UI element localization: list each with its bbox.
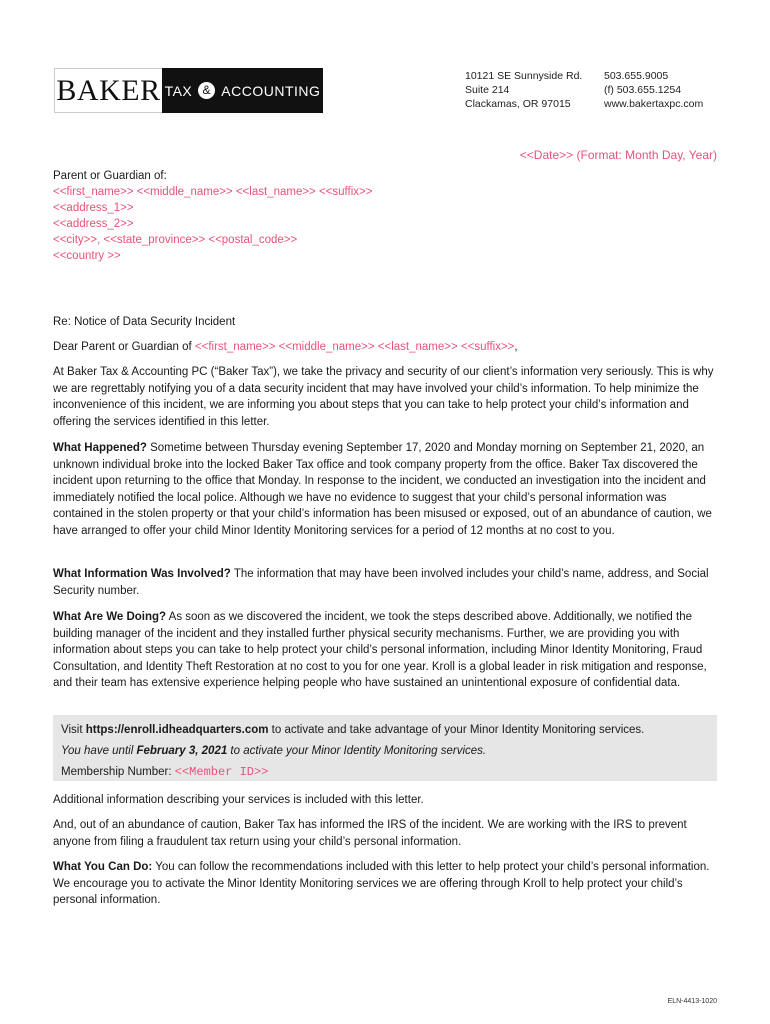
subject-text: Re: Notice of Data Security Incident (53, 316, 236, 328)
what-doing-heading: What Are We Doing? (53, 611, 167, 623)
logo-ampersand: & (198, 82, 215, 99)
what-doing-text: As soon as we discovered the incident, we took the steps described above. Additionally, we notified the building manager of the incident and they installed further physical security mechanisms. Further, we are providing you with information about steps you can take to help protect your child’s personal information, including Minor Identity Monitoring, Fraud Consultation, and Identity Theft Restoration at no cost to you for one year. Kroll is a global leader in risk mitigation and response, and their team has extensive experience helping people who have sustained an unintentional exposure of confidential data. (53, 611, 707, 689)
recipient-address-2: <<address_2>> (53, 218, 134, 230)
salutation-suffix: , (514, 341, 518, 353)
what-doing-paragraph (53, 609, 717, 692)
address-line-3: Clackamas, OR 97015 (465, 98, 571, 110)
enroll-deadline-line (61, 741, 709, 762)
membership-id: <<Member ID>> (174, 765, 269, 779)
what-involved-heading: What Information Was Involved? (53, 568, 231, 580)
address-line-2: Suite 214 (465, 84, 510, 96)
additional-info-text: Additional information describing your services is included with this letter. (53, 794, 424, 806)
recipient-name: <<first_name>> <<middle_name>> <<last_name>> <<suffix>> (53, 186, 373, 198)
contact-phone: 503.655.9005 (604, 70, 669, 82)
subject-line (53, 314, 717, 331)
visit-suffix: to activate and take advantage of your Minor Identity Monitoring services. (268, 724, 645, 736)
intro-paragraph (53, 364, 717, 430)
recipient-address-1: <<address_1>> (53, 202, 134, 214)
company-logo (54, 68, 323, 113)
recipient-country: <<country >> (53, 250, 121, 262)
recipient-label: Parent or Guardian of: (53, 170, 167, 182)
what-happened-heading: What Happened? (53, 442, 147, 454)
enrollment-box (53, 715, 717, 781)
additional-info-paragraph (53, 792, 717, 809)
visit-prefix: Visit (61, 724, 86, 736)
salutation (53, 339, 717, 356)
letter-date: <<Date>> (Format: Month Day, Year) (519, 148, 717, 162)
irs-paragraph (53, 817, 717, 850)
what-you-can-do-text: You can follow the recommendations included with this letter to help protect your child’s personal information. We encourage you to activate the Minor Identity Monitoring services we are offering through Kroll to help protect your child’s personal information. (53, 861, 710, 906)
membership-label: Membership Number: (61, 766, 175, 778)
enroll-visit-line (61, 720, 709, 741)
what-you-can-do-paragraph (53, 859, 717, 909)
salutation-prefix: Dear Parent or Guardian of (53, 341, 195, 353)
membership-line (61, 762, 709, 783)
what-you-can-do-heading: What You Can Do: (53, 861, 153, 873)
until-prefix: You have until (61, 745, 137, 757)
enroll-url[interactable]: https://enroll.idheadquarters.com (85, 724, 269, 736)
contact-fax: (f) 503.655.1254 (604, 84, 682, 96)
intro-text: At Baker Tax & Accounting PC (“Baker Tax”), we take the privacy and security of our client’s information very seriously. This is why we are regrettably notifying you of a data security incident that may have involved your child’s information. To help minimize the inconvenience of this incident, we are informing you about steps that you can take to help protect your child’s information and offering the services identified in this letter. (53, 366, 714, 428)
logo-accounting: ACCOUNTING (221, 82, 321, 99)
logo-tax: TAX (164, 82, 193, 99)
footer-code: ELN-4413-1020 (667, 998, 717, 1005)
what-involved-text: The information that may have been involved includes your child’s name, address, and Social Security number. (53, 568, 709, 597)
until-suffix: to activate your Minor Identity Monitoring services. (227, 745, 487, 757)
logo-wordmark: BAKER (54, 68, 162, 113)
salutation-name: <<first_name>> <<middle_name>> <<last_name>> <<suffix>> (194, 341, 515, 353)
what-involved-paragraph (53, 566, 717, 599)
logo-tagline (162, 68, 323, 113)
what-happened-paragraph (53, 440, 717, 539)
what-happened-text: Sometime between Thursday evening September 17, 2020 and Monday morning on September 21, 2020, an unknown individual broke into the locked Baker Tax office and took company property from the office. Baker Tax discovered the incident upon returning to the office that Monday. In response to the incident, we conducted an investigation into the incident and immediately notified the local police. Although we have no evidence to suggest that your child’s personal information was contained in the stolen property or that your child’s information has been misused or exposed, out of an abundance of caution, we have arranged to offer your child Minor Identity Monitoring services for a period of 12 months at no cost to you. (53, 442, 712, 537)
contact-web: www.bakertaxpc.com (604, 98, 704, 110)
recipient-block (53, 168, 372, 264)
address-line-1: 10121 SE Sunnyside Rd. (465, 70, 583, 82)
company-contact (604, 69, 703, 111)
company-address (465, 69, 582, 111)
recipient-city: <<city>>, <<state_province>> <<postal_code>> (53, 234, 298, 246)
enroll-deadline: February 3, 2021 (136, 745, 228, 757)
irs-text: And, out of an abundance of caution, Baker Tax has informed the IRS of the incident. We are working with the IRS to prevent anyone from filing a fraudulent tax return using your child’s personal information. (53, 819, 687, 848)
